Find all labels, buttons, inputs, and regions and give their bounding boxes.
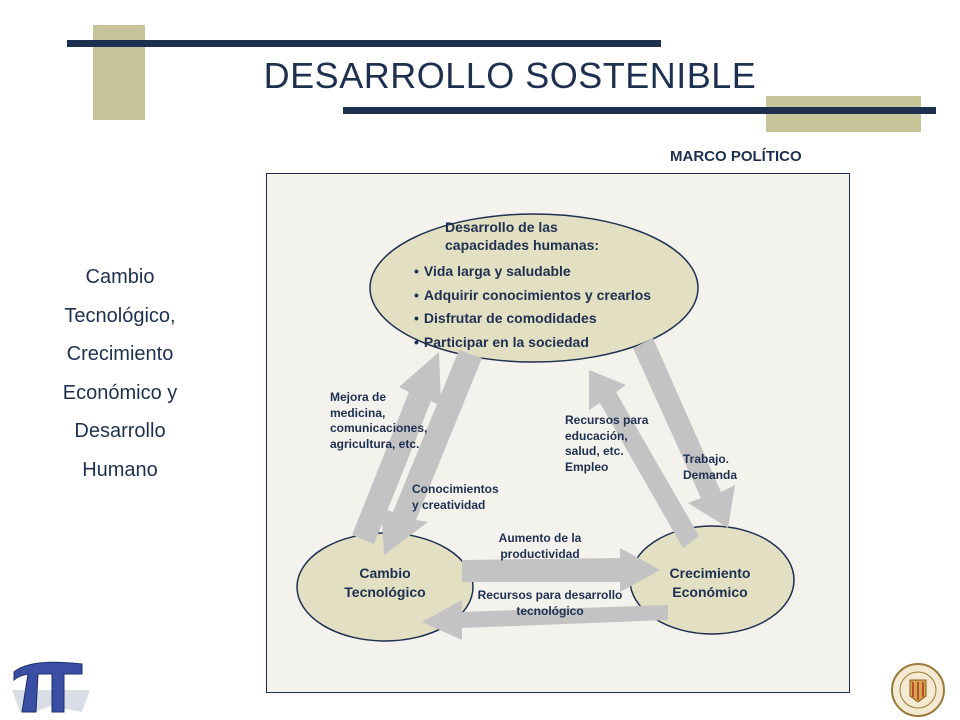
page-title: DESARROLLO SOSTENIBLE <box>263 55 757 96</box>
label-aumento <box>470 531 610 562</box>
label-line: Mejora de <box>330 390 387 404</box>
label-line: Trabajo. <box>683 452 730 466</box>
bullet-item: • Disfrutar de comodidades <box>414 307 651 331</box>
label-line: Recursos para desarrollo <box>477 588 623 602</box>
label-line: Empleo <box>565 459 609 474</box>
top-node-title <box>445 218 599 254</box>
label-line: y creatividad <box>412 497 486 512</box>
label-trabajo <box>683 452 737 483</box>
left-node-line: Tecnológico <box>344 584 426 600</box>
right-node-line: Crecimiento <box>669 565 751 581</box>
label-conocimientos <box>412 482 499 513</box>
top-node-bullets <box>414 260 651 354</box>
side-text-line: Económico y <box>62 381 178 404</box>
universidad-politecnica-valencia-seal <box>892 664 944 716</box>
left-node-label <box>325 564 445 602</box>
side-text-line: Cambio <box>85 266 155 288</box>
label-line: comunicaciones, <box>330 421 428 435</box>
right-node-label <box>650 564 770 602</box>
label-line: agricultura, etc. <box>330 436 420 451</box>
label-line: Demanda <box>683 467 738 482</box>
label-line: tecnológico <box>516 603 584 618</box>
bullet-item: • Vida larga y saludable <box>414 260 651 284</box>
side-text-line: Tecnológico, <box>64 304 176 327</box>
label-line: educación, <box>565 428 628 443</box>
side-text-line: Crecimiento <box>66 343 174 365</box>
top-node-title-line: Desarrollo de las <box>445 219 558 235</box>
label-line: Aumento de la <box>498 531 582 545</box>
label-line: productividad <box>500 546 580 561</box>
label-mejora <box>330 390 427 452</box>
right-node-line: Económico <box>672 584 748 600</box>
label-line: salud, etc. <box>565 444 624 458</box>
bullet-item: • Participar en la sociedad <box>414 331 651 355</box>
label-line: Recursos para <box>565 413 649 427</box>
left-node-line: Cambio <box>359 565 411 581</box>
marco-politico-label: MARCO POLÍTICO <box>670 148 802 165</box>
label-line: Conocimientos <box>412 482 499 496</box>
top-node-title-line: capacidades humanas: <box>445 237 600 253</box>
side-text-line: Humano <box>82 458 158 481</box>
department-pi-logo <box>5 655 90 715</box>
label-recursos-desarrollo <box>465 588 635 619</box>
label-recursos-educacion <box>565 413 648 475</box>
bullet-item: • Adquirir conocimientos y crearlos <box>414 284 651 308</box>
side-text-line: Desarrollo <box>74 420 166 442</box>
label-line: medicina, <box>330 405 386 420</box>
